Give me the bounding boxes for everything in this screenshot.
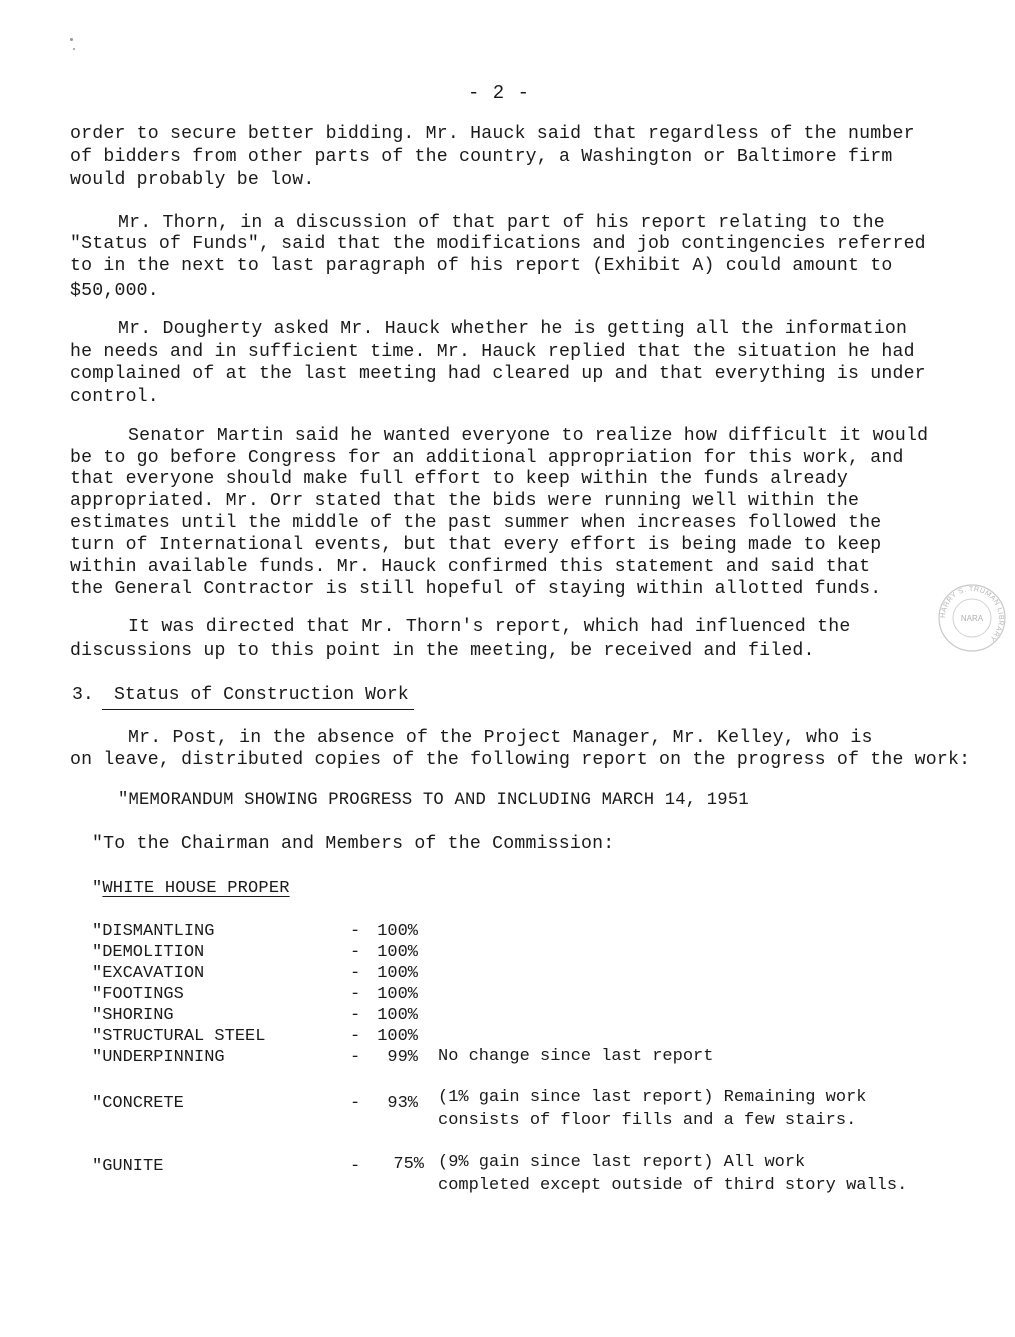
para3-line-3: complained of at the last meeting had cleared up and that everything is under [70,364,926,384]
stamp-center-text: NARA [960,614,984,623]
progress-note: consists of floor fills and a few stairs. [438,1111,857,1130]
progress-item: "STRUCTURAL STEEL [92,1027,266,1046]
progress-dash: - [350,1094,361,1113]
progress-item: "FOOTINGS [92,985,184,1004]
progress-percent: 100% [377,1027,418,1046]
para2-line-2: "Status of Funds", said that the modifications and job contingencies referred [70,234,926,254]
library-stamp [937,583,1007,653]
progress-dash: - [350,1157,361,1176]
progress-dash: - [350,985,361,1004]
para1-line-3: would probably be low. [70,170,315,190]
para5-line-1: It was directed that Mr. Thorn's report, which had influenced the [128,617,851,637]
para4-line-1: Senator Martin said he wanted everyone to realize how difficult it would [128,426,929,446]
para6-line-2: on leave, distributed copies of the following report on the progress of the work: [70,750,971,770]
progress-item: "DISMANTLING [92,922,215,941]
progress-dash: - [350,1006,361,1025]
progress-item: "SHORING [92,1006,174,1025]
section-title: Status of Construction Work [102,684,414,710]
para2-line-4: $50,000. [70,281,159,301]
para3-line-4: control. [70,387,159,407]
progress-item: "GUNITE [92,1157,164,1176]
section-heading [72,684,414,710]
para2-line-1: Mr. Thorn, in a discussion of that part of his report relating to the [118,213,885,233]
para4-line-2: be to go before Congress for an additional appropriation for this work, and [70,448,904,468]
para3-line-2: he needs and in sufficient time. Mr. Hauck replied that the situation he had [70,342,915,362]
para4-line-4: appropriated. Mr. Orr stated that the bids were running well within the [70,491,860,511]
progress-note: completed except outside of third story walls. [438,1176,908,1195]
progress-dash: - [350,922,361,941]
progress-percent: 100% [377,922,418,941]
para4-line-6: turn of International events, but that every effort is being made to keep [70,535,882,555]
progress-dash: - [350,1048,361,1067]
progress-percent: 100% [377,985,418,1004]
para3-line-1: Mr. Dougherty asked Mr. Hauck whether he is getting all the information [118,319,908,339]
progress-percent: 93% [387,1094,418,1113]
memo-salutation: "To the Chairman and Members of the Commission: [92,834,615,854]
para6-line-1: Mr. Post, in the absence of the Project Manager, Mr. Kelley, who is [128,728,873,748]
progress-percent: 100% [377,943,418,962]
subheading-text: WHITE HOUSE PROPER [102,879,290,898]
para4-line-3: that everyone should make full effort to keep within the funds already [70,469,848,489]
memo-subheading [92,878,290,900]
progress-dash: - [350,1027,361,1046]
progress-dash: - [350,943,361,962]
progress-percent: 100% [377,1006,418,1025]
progress-percent: 99% [387,1048,418,1067]
page-number: - 2 - [468,82,531,104]
progress-percent: 100% [377,964,418,983]
stamp-arc-path-text: HARRY S. TRUMAN LIBRARY [939,585,1005,643]
para1-line-2: of bidders from other parts of the country, a Washington or Baltimore firm [70,147,893,167]
progress-percent: 75% [393,1155,424,1174]
progress-dash: - [350,964,361,983]
subheading-quote: " [92,879,103,898]
para4-line-8: the General Contractor is still hopeful of staying within allotted funds. [70,579,882,599]
para4-line-5: estimates until the middle of the past summer when increases followed the [70,513,882,533]
progress-item: "UNDERPINNING [92,1048,225,1067]
progress-item: "CONCRETE [92,1094,184,1113]
progress-item: "EXCAVATION [92,964,205,983]
scan-speck [70,38,73,41]
progress-note: (1% gain since last report) Remaining work [438,1088,867,1107]
para2-line-3: to in the next to last paragraph of his report (Exhibit A) could amount to [70,256,893,276]
scan-speck [73,48,75,50]
para1-line-1: order to secure better bidding. Mr. Hauck said that regardless of the number [70,124,915,144]
section-number: 3. [72,685,94,705]
para4-line-7: within available funds. Mr. Hauck confirmed this statement and said that [70,557,871,577]
memo-title: "MEMORANDUM SHOWING PROGRESS TO AND INCLUDING MARCH 14, 1951 [118,791,749,810]
progress-note: (9% gain since last report) All work [438,1153,806,1172]
para5-line-2: discussions up to this point in the meeting, be received and filed. [70,641,815,661]
progress-note: No change since last report [438,1047,714,1066]
progress-item: "DEMOLITION [92,943,205,962]
